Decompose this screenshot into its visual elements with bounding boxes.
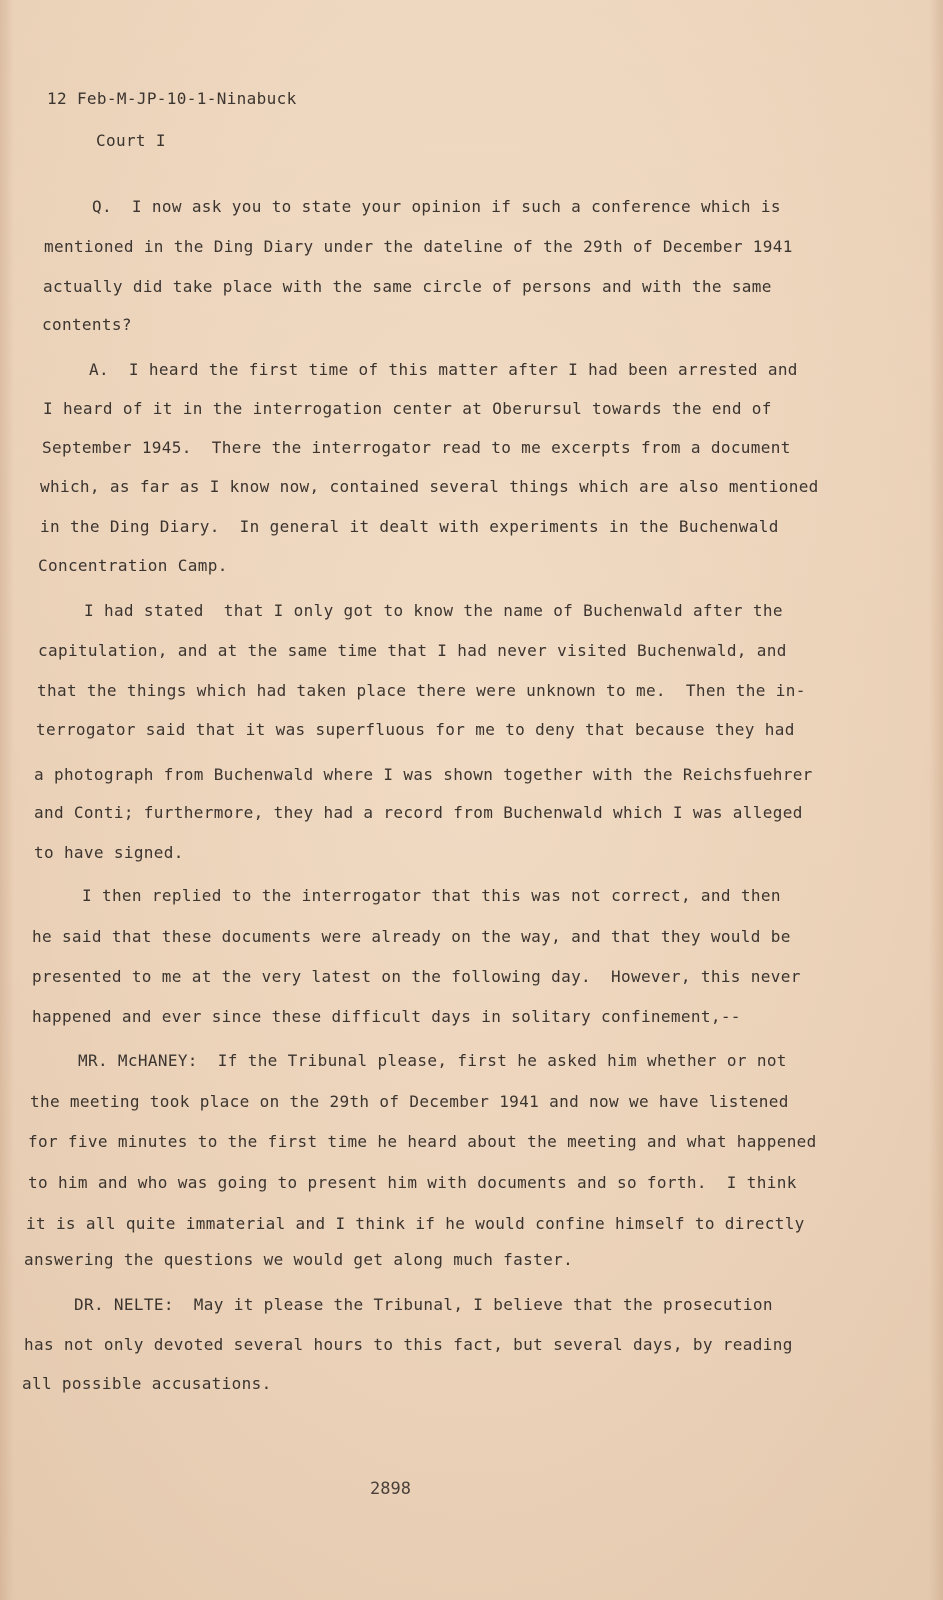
court-label: Court I <box>96 131 166 150</box>
text-line: a photograph from Buchenwald where I was shown together with the Reichsfuehrer <box>34 765 813 784</box>
text-line: mentioned in the Ding Diary under the dateline of the 29th of December 1941 <box>44 237 793 256</box>
text-line: for five minutes to the first time he heard about the meeting and what happened <box>28 1132 817 1151</box>
text-line: MR. McHANEY: If the Tribunal please, first he asked him whether or not <box>78 1051 787 1070</box>
document-header-id: 12 Feb-M-JP-10-1-Ninabuck <box>47 89 297 108</box>
text-line: and Conti; furthermore, they had a record from Buchenwald which I was alleged <box>34 803 803 822</box>
text-line: presented to me at the very latest on the following day. However, this never <box>32 967 801 986</box>
page-number: 2898 <box>370 1479 411 1499</box>
text-line: which, as far as I know now, contained several things which are also mentioned <box>40 477 819 496</box>
text-line: all possible accusations. <box>22 1374 272 1393</box>
text-line: to have signed. <box>34 843 184 862</box>
text-line: I had stated that I only got to know the name of Buchenwald after the <box>84 601 783 620</box>
text-line: contents? <box>42 315 132 334</box>
text-line: capitulation, and at the same time that I had never visited Buchenwald, and <box>38 641 787 660</box>
text-line: that the things which had taken place there were unknown to me. Then the in- <box>37 681 806 700</box>
text-line: Q. I now ask you to state your opinion if such a conference which is <box>92 197 781 216</box>
page-edge-right <box>929 0 943 1600</box>
text-line: in the Ding Diary. In general it dealt with experiments in the Buchenwald <box>40 517 779 536</box>
text-line: it is all quite immaterial and I think if he would confine himself to directly <box>26 1214 805 1233</box>
text-line: I then replied to the interrogator that this was not correct, and then <box>82 886 781 905</box>
text-line: September 1945. There the interrogator read to me excerpts from a document <box>42 438 791 457</box>
text-line: DR. NELTE: May it please the Tribunal, I believe that the prosecution <box>74 1295 773 1314</box>
text-line: he said that these documents were already on the way, and that they would be <box>32 927 791 946</box>
text-line: has not only devoted several hours to this fact, but several days, by reading <box>24 1335 793 1354</box>
text-line: I heard of it in the interrogation center at Oberursul towards the end of <box>43 399 772 418</box>
text-line: answering the questions we would get along much faster. <box>24 1250 574 1269</box>
text-line: the meeting took place on the 29th of December 1941 and now we have listened <box>30 1092 789 1111</box>
text-line: A. I heard the first time of this matter after I had been arrested and <box>89 360 798 379</box>
text-line: to him and who was going to present him with documents and so forth. I think <box>28 1173 797 1192</box>
text-line: happened and ever since these difficult days in solitary confinement,-- <box>32 1007 741 1026</box>
page-edge-left <box>0 0 14 1600</box>
text-line: terrogator said that it was superfluous for me to deny that because they had <box>36 720 795 739</box>
text-line: Concentration Camp. <box>38 556 228 575</box>
text-line: actually did take place with the same circle of persons and with the same <box>43 277 772 296</box>
